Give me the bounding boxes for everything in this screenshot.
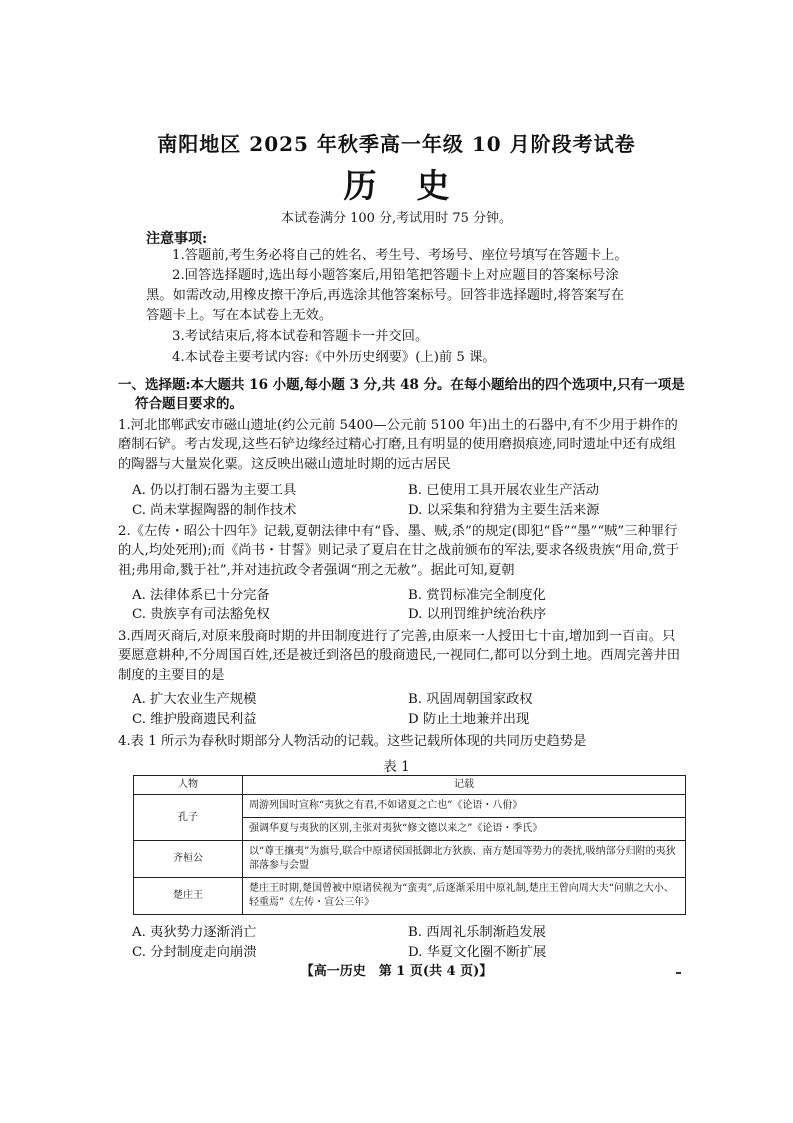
q1-option-b: B. 已使用工具开展农业生产活动 <box>408 483 600 498</box>
notice-line: 黑。如需改动,用橡皮擦干净后,再选涂其他答案标号。回答非选择题时,将答案写在 <box>146 288 625 303</box>
notice-line: 2.回答选择题时,选出每小题答案后,用铅笔把答题卡上对应题目的答案标号涂 <box>172 268 619 283</box>
q3-option-a: A. 扩大农业生产规模 <box>132 692 257 707</box>
table-row <box>134 795 686 818</box>
table-header-person: 人物 <box>134 776 243 795</box>
q2-option-b: B. 赏罚标准完全制度化 <box>408 588 546 603</box>
section-heading-line: 符合题目要求的。 <box>135 396 243 412</box>
q1-option-d: D. 以采集和狩猎为主要生活来源 <box>408 503 600 518</box>
table-cell-record: 周游列国时宣称“夷狄之有君,不如诸夏之亡也”《论语・八佾》 <box>243 795 686 818</box>
q3-option-b: B. 巩固周朝国家政权 <box>408 692 533 707</box>
notice-heading: 注意事项: <box>146 231 208 247</box>
table-cell-person: 楚庄王 <box>134 878 243 915</box>
table-cell-record: 楚庄王时期,楚国曾被中原诸侯视为“蛮夷”,后逐渐采用中原礼制,楚庄王曾向周大夫“问鼎之大小、轻重焉”《左传・宣公三年》 <box>243 878 686 915</box>
page-footer: 【高一历史 第 1 页(共 4 页)】 <box>300 964 493 979</box>
table-row <box>134 841 686 878</box>
table-header-record: 记载 <box>243 776 686 795</box>
q2-option-d: D. 以刑罚维护统治秩序 <box>408 607 547 622</box>
q4-option-d: D. 华夏文化圈不断扩展 <box>408 945 547 960</box>
section-heading-line: 一、选择题:本大题共 16 小题,每小题 3 分,共 48 分。在每小题给出的四个选项中,只有一项是 <box>118 377 685 393</box>
q4-option-b: B. 西周礼乐制渐趋发展 <box>408 925 546 940</box>
q3-option-d: D 防止土地兼并出现 <box>408 712 530 727</box>
question-1-stem: 1.河北邯郸武安市磁山遗址(约公元前 5400—公元前 5100 年)出土的石器中,有不少用于耕作的磨制石铲。考古发现,这些石铲边缘经过精心打磨,且有明显的使用磨损痕迹,同时遗址中还有成组的陶器与大量炭化粟。这反映出磁山遗址时期的远古居民 <box>118 418 678 472</box>
table-row <box>134 878 686 915</box>
question-3-stem: 3.西周灭商后,对原来殷商时期的井田制度进行了完善,由原来一人授田七十亩,增加到一百亩。只要愿意耕种,不分周国百姓,还是被迁到洛邑的殷商遗民,一视同仁,都可以分到土地。西周完善井田制度的主要目的是 <box>118 629 681 683</box>
q1-option-a: A. 仍以打制石器为主要工具 <box>132 483 297 498</box>
table-cell-record: 强调华夏与夷狄的区别,主张对夷狄“修文德以来之”《论语・季氏》 <box>243 818 686 841</box>
page-mark <box>676 972 681 974</box>
table-cell-person: 孔子 <box>134 795 243 841</box>
q1-option-c: C. 尚未掌握陶器的制作技术 <box>132 503 297 518</box>
exam-note: 本试卷满分 100 分,考试用时 75 分钟。 <box>280 211 513 226</box>
q3-option-c: C. 维护殷商遗民利益 <box>132 712 257 727</box>
q2-option-c: C. 贵族享有司法豁免权 <box>132 607 270 622</box>
notice-line: 答题卡上。写在本试卷上无效。 <box>146 308 333 323</box>
table-cell-person: 齐桓公 <box>134 841 243 878</box>
records-table <box>133 775 686 915</box>
table-cell-record: 以“尊王攘夷”为旗号,联合中原诸侯国抵御北方狄族、南方楚国等势力的袭扰,吸纳部分归附的夷狄部落参与会盟 <box>243 841 686 878</box>
question-4-stem: 4.表 1 所示为春秋时期部分人物活动的记载。这些记载所体现的共同历史趋势是 <box>118 734 587 749</box>
section-heading <box>118 376 685 414</box>
notice-line: 1.答题前,考生务必将自己的姓名、考生号、考场号、座位号填写在答题卡上。 <box>172 248 628 263</box>
exam-title: 南阳地区 2025 年秋季高一年级 10 月阶段考试卷 <box>157 132 636 156</box>
question-2-stem: 2.《左传・昭公十四年》记载,夏朝法律中有“昏、墨、贼,杀”的规定(即犯“昏”“墨”“贼”三种罪行的人,均处死刑);而《尚书・甘誓》则记录了夏启在甘之战前颁布的军法,要求各级贵族“用命,赏于祖;弗用命,戮于社”,并对违抗政令者强调“刑之无赦”。据此可知,夏朝 <box>118 524 680 578</box>
q4-option-a: A. 夷狄势力逐渐消亡 <box>132 925 257 940</box>
notice-line: 4.本试卷主要考试内容:《中外历史纲要》(上)前 5 课。 <box>172 350 496 365</box>
q2-option-a: A. 法律体系已十分完备 <box>132 588 270 603</box>
notice-line: 3.考试结束后,将本试卷和答题卡一并交回。 <box>172 329 429 344</box>
q4-option-c: C. 分封制度走向崩溃 <box>132 945 257 960</box>
table-caption: 表 1 <box>383 759 410 775</box>
subject-title: 历史 <box>343 166 490 205</box>
table-header-row <box>134 776 686 795</box>
